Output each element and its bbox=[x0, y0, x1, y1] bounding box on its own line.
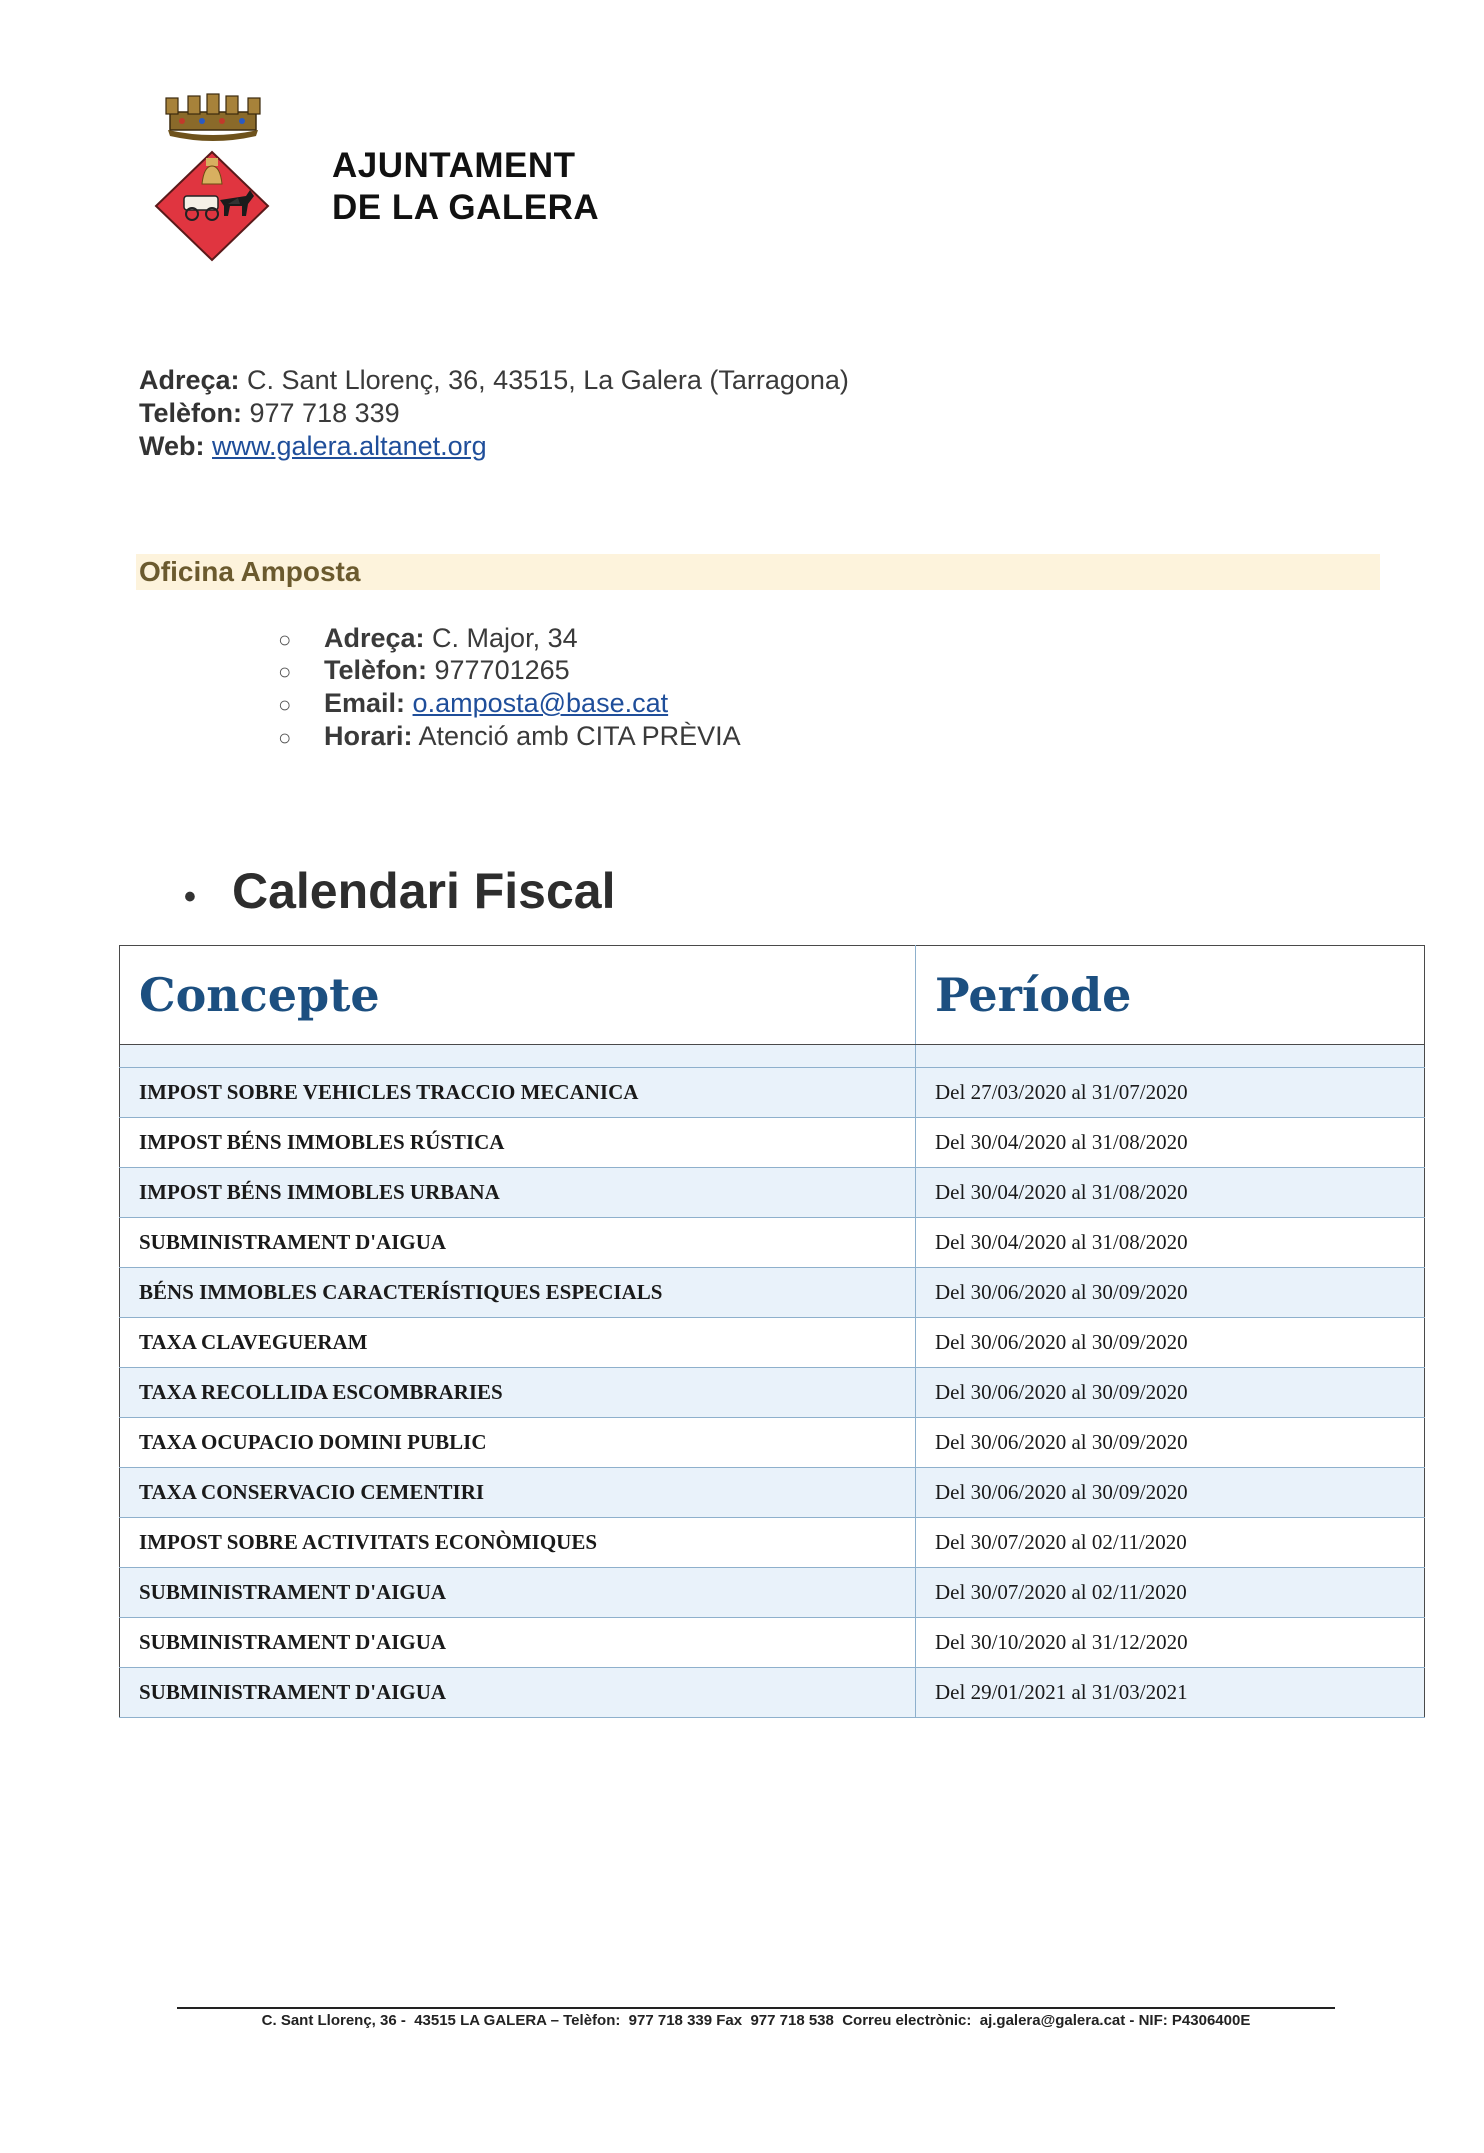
contact-phone bbox=[139, 398, 400, 429]
office-email-link[interactable]: o.amposta@base.cat bbox=[412, 688, 669, 718]
table-row bbox=[120, 1618, 1425, 1668]
fiscal-calendar-table bbox=[119, 945, 1425, 1718]
coat-of-arms-logo bbox=[150, 92, 275, 262]
concept-cell: IMPOST SOBRE VEHICLES TRACCIO MECANICA bbox=[120, 1068, 916, 1118]
office-heading: Oficina Amposta bbox=[139, 556, 361, 587]
circle-bullet-icon: ○ bbox=[278, 692, 292, 717]
table-spacer-row bbox=[120, 1045, 1425, 1068]
table-row bbox=[120, 1518, 1425, 1568]
office-hours-label: Horari: bbox=[324, 721, 413, 751]
period-cell: Del 27/03/2020 al 31/07/2020 bbox=[916, 1068, 1425, 1118]
table-row bbox=[120, 1318, 1425, 1368]
office-address-item bbox=[278, 623, 578, 654]
concept-cell: TAXA CONSERVACIO CEMENTIRI bbox=[120, 1468, 916, 1518]
website-link[interactable]: www.galera.altanet.org bbox=[212, 431, 487, 461]
period-cell: Del 30/04/2020 al 31/08/2020 bbox=[916, 1218, 1425, 1268]
office-phone-label: Telèfon: bbox=[324, 655, 427, 685]
concept-cell: SUBMINISTRAMENT D'AIGUA bbox=[120, 1618, 916, 1668]
office-address-label: Adreça: bbox=[324, 623, 425, 653]
period-cell: Del 30/04/2020 al 31/08/2020 bbox=[916, 1168, 1425, 1218]
table-header-row bbox=[120, 946, 1425, 1045]
table-row bbox=[120, 1568, 1425, 1618]
concept-cell: BÉNS IMMOBLES CARACTERÍSTIQUES ESPECIALS bbox=[120, 1268, 916, 1318]
concept-cell: IMPOST BÉNS IMMOBLES URBANA bbox=[120, 1168, 916, 1218]
concept-cell: TAXA RECOLLIDA ESCOMBRARIES bbox=[120, 1368, 916, 1418]
contact-address-label: Adreça: bbox=[139, 365, 240, 395]
office-hours-value: Atenció amb CITA PRÈVIA bbox=[412, 721, 741, 751]
crown-icon bbox=[166, 94, 260, 141]
column-header-concept: Concepte bbox=[120, 946, 916, 1045]
contact-web-label: Web: bbox=[139, 431, 205, 461]
table-row bbox=[120, 1268, 1425, 1318]
office-phone-value: 977701265 bbox=[427, 655, 570, 685]
contact-address-value: C. Sant Llorenç, 36, 43515, La Galera (Tarragona) bbox=[239, 365, 849, 395]
section-bullet-icon: • bbox=[184, 878, 196, 916]
circle-bullet-icon: ○ bbox=[278, 725, 292, 750]
table-row bbox=[120, 1118, 1425, 1168]
footer-divider bbox=[177, 2007, 1335, 2009]
table-row bbox=[120, 1218, 1425, 1268]
section-title: Calendari Fiscal bbox=[232, 863, 616, 919]
circle-bullet-icon: ○ bbox=[278, 627, 292, 652]
concept-cell: TAXA OCUPACIO DOMINI PUBLIC bbox=[120, 1418, 916, 1468]
office-email-label: Email: bbox=[324, 688, 406, 718]
office-hours-item bbox=[278, 721, 741, 752]
contact-web bbox=[139, 431, 487, 462]
table-row bbox=[120, 1368, 1425, 1418]
table-row bbox=[120, 1418, 1425, 1468]
period-cell: Del 30/07/2020 al 02/11/2020 bbox=[916, 1568, 1425, 1618]
org-name-line2: DE LA GALERA bbox=[332, 188, 600, 227]
period-cell: Del 30/06/2020 al 30/09/2020 bbox=[916, 1418, 1425, 1468]
table-row bbox=[120, 1068, 1425, 1118]
concept-cell: SUBMINISTRAMENT D'AIGUA bbox=[120, 1668, 916, 1718]
contact-address bbox=[139, 365, 849, 396]
period-cell: Del 30/06/2020 al 30/09/2020 bbox=[916, 1318, 1425, 1368]
office-address-value: C. Major, 34 bbox=[424, 623, 578, 653]
concept-cell: SUBMINISTRAMENT D'AIGUA bbox=[120, 1568, 916, 1618]
org-name-line1: AJUNTAMENT bbox=[332, 146, 576, 185]
footer-contact-text: C. Sant Llorenç, 36 - 43515 LA GALERA – Telèfon: 977 718 339 Fax 977 718 538 Correu electrònic: aj.galera@galera.cat - NIF: P4306400E bbox=[261, 2012, 1251, 2029]
circle-bullet-icon: ○ bbox=[278, 659, 292, 684]
period-cell: Del 30/10/2020 al 31/12/2020 bbox=[916, 1618, 1425, 1668]
table-row bbox=[120, 1168, 1425, 1218]
table-row bbox=[120, 1468, 1425, 1518]
period-cell: Del 30/06/2020 al 30/09/2020 bbox=[916, 1368, 1425, 1418]
period-cell: Del 30/07/2020 al 02/11/2020 bbox=[916, 1518, 1425, 1568]
period-cell: Del 30/04/2020 al 31/08/2020 bbox=[916, 1118, 1425, 1168]
contact-phone-value: 977 718 339 bbox=[242, 398, 400, 428]
table-row bbox=[120, 1668, 1425, 1718]
spacer-cell bbox=[916, 1045, 1425, 1068]
period-cell: Del 29/01/2021 al 31/03/2021 bbox=[916, 1668, 1425, 1718]
period-cell: Del 30/06/2020 al 30/09/2020 bbox=[916, 1468, 1425, 1518]
office-email-item bbox=[278, 688, 668, 719]
spacer-cell bbox=[120, 1045, 916, 1068]
concept-cell: IMPOST SOBRE ACTIVITATS ECONÒMIQUES bbox=[120, 1518, 916, 1568]
concept-cell: SUBMINISTRAMENT D'AIGUA bbox=[120, 1218, 916, 1268]
column-header-period: Període bbox=[916, 946, 1425, 1045]
contact-phone-label: Telèfon: bbox=[139, 398, 242, 428]
period-cell: Del 30/06/2020 al 30/09/2020 bbox=[916, 1268, 1425, 1318]
concept-cell: TAXA CLAVEGUERAM bbox=[120, 1318, 916, 1368]
shield-icon bbox=[156, 152, 268, 260]
office-phone-item bbox=[278, 655, 570, 686]
concept-cell: IMPOST BÉNS IMMOBLES RÚSTICA bbox=[120, 1118, 916, 1168]
